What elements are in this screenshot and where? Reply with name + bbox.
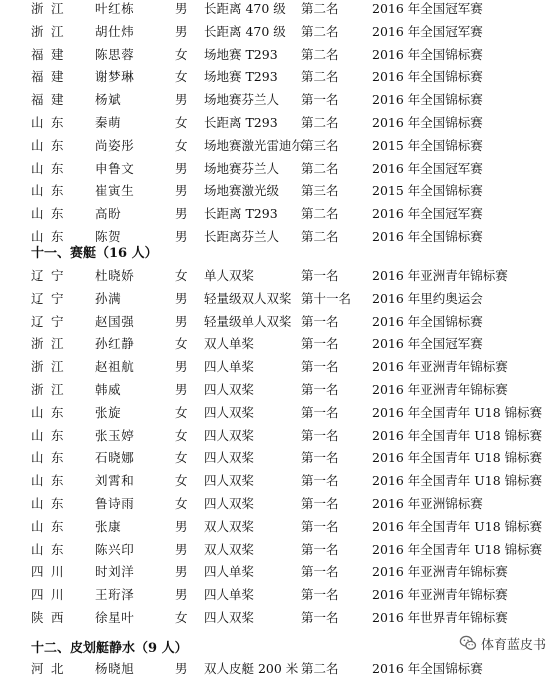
- event-cell: 单人双桨: [204, 268, 255, 283]
- sex-cell: 男: [175, 359, 188, 375]
- section-heading-rowing: 十一、赛艇（16 人）: [31, 246, 158, 261]
- table-row: [0, 157, 551, 180]
- province-cell: 山东: [31, 541, 72, 557]
- competition-cell: 2016 年全国锦标赛: [372, 115, 483, 130]
- province-cell: 山东: [31, 229, 72, 244]
- competition-cell: 2016 年全国青年 U18 锦标赛: [372, 473, 543, 489]
- sex-cell: 女: [175, 115, 188, 130]
- competition-cell: 2016 年全国青年 U18 锦标赛: [372, 450, 543, 466]
- province-cell: 浙江: [31, 1, 72, 16]
- competition-cell: 2016 年全国青年 U18 锦标赛: [372, 427, 543, 443]
- event-cell: 场地赛 T293: [204, 46, 278, 62]
- sex-cell: 男: [175, 587, 188, 603]
- rank-cell: 第三名: [301, 137, 339, 153]
- name-cell: 谢梦琳: [95, 69, 135, 85]
- sex-cell: 男: [175, 160, 188, 176]
- province-cell: 山东: [31, 160, 72, 176]
- name-cell: 孙满: [95, 290, 122, 306]
- province-cell: 浙江: [31, 23, 72, 39]
- sex-cell: 女: [175, 427, 188, 443]
- table-row: [0, 515, 551, 538]
- rank-cell: 第一名: [301, 518, 339, 534]
- name-cell: 时刘洋: [95, 564, 135, 580]
- event-cell: 长距离芬兰人: [204, 229, 280, 244]
- table-row: [0, 43, 551, 66]
- table-row: [0, 401, 551, 424]
- table-row: [0, 287, 551, 310]
- competition-cell: 2016 年亚洲青年锦标赛: [372, 268, 508, 283]
- name-cell: 陈贺: [95, 229, 122, 244]
- sex-cell: 男: [175, 564, 188, 580]
- province-cell: 河北: [31, 661, 72, 676]
- name-cell: 孙红静: [95, 336, 135, 352]
- name-cell: 申鲁文: [95, 160, 135, 176]
- rank-cell: 第一名: [301, 473, 339, 489]
- event-cell: 长距离 T293: [204, 115, 278, 130]
- name-cell: 鲁诗雨: [95, 496, 135, 511]
- competition-cell: 2015 年全国锦标赛: [372, 183, 483, 199]
- section-heading-canoe: 十二、皮划艇静水（9 人）: [31, 641, 188, 656]
- competition-cell: 2016 年亚洲青年锦标赛: [372, 359, 508, 375]
- competition-cell: 2016 年全国青年 U18 锦标赛: [372, 518, 543, 534]
- province-cell: 福建: [31, 46, 72, 62]
- province-cell: 山东: [31, 115, 72, 130]
- name-cell: 秦萌: [95, 115, 122, 130]
- rank-cell: 第二名: [301, 23, 339, 39]
- name-cell: 徐星叶: [95, 610, 135, 625]
- competition-cell: 2016 年亚洲青年锦标赛: [372, 587, 508, 603]
- event-cell: 四人单桨: [204, 359, 255, 375]
- competition-cell: 2016 年全国青年 U18 锦标赛: [372, 404, 543, 420]
- province-cell: 浙江: [31, 382, 72, 397]
- rank-cell: 第二名: [301, 661, 339, 676]
- event-cell: 四人双桨: [204, 473, 255, 489]
- name-cell: 杨斌: [95, 92, 122, 108]
- event-cell: 场地赛 T293: [204, 69, 278, 85]
- province-cell: 山东: [31, 473, 72, 489]
- table-row: [0, 88, 551, 111]
- sex-cell: 男: [175, 183, 188, 199]
- rank-cell: 第三名: [301, 183, 339, 199]
- competition-cell: 2016 年全国锦标赛: [372, 313, 483, 329]
- rank-cell: 第一名: [301, 336, 339, 352]
- rank-cell: 第二名: [301, 69, 339, 85]
- table-row: [0, 560, 551, 583]
- competition-cell: 2016 年全国锦标赛: [372, 92, 483, 108]
- competition-cell: 2016 年全国锦标赛: [372, 229, 483, 244]
- table-row: [0, 657, 551, 680]
- province-cell: 山东: [31, 137, 72, 153]
- event-cell: 四人双桨: [204, 496, 255, 511]
- province-cell: 浙江: [31, 359, 72, 375]
- sex-cell: 女: [175, 137, 188, 153]
- rank-cell: 第一名: [301, 404, 339, 420]
- rank-cell: 第二名: [301, 46, 339, 62]
- event-cell: 四人单桨: [204, 587, 255, 603]
- sex-cell: 男: [175, 290, 188, 306]
- event-cell: 长距离 T293: [204, 206, 278, 222]
- competition-cell: 2016 年里约奥运会: [372, 290, 483, 306]
- province-cell: 四川: [31, 564, 72, 580]
- province-cell: 山东: [31, 404, 72, 420]
- name-cell: 赵国强: [95, 313, 135, 329]
- province-cell: 福建: [31, 92, 72, 108]
- name-cell: 陈兴印: [95, 541, 135, 557]
- event-cell: 四人双桨: [204, 450, 255, 466]
- rank-cell: 第一名: [301, 587, 339, 603]
- competition-cell: 2016 年全国青年 U18 锦标赛: [372, 541, 543, 557]
- event-cell: 双人双桨: [204, 518, 255, 534]
- competition-cell: 2016 年全国锦标赛: [372, 69, 483, 85]
- name-cell: 崔寅生: [95, 183, 135, 199]
- sex-cell: 女: [175, 473, 188, 489]
- competition-cell: 2016 年亚洲青年锦标赛: [372, 382, 508, 397]
- competition-cell: 2016 年全国冠军赛: [372, 336, 483, 352]
- competition-cell: 2016 年全国锦标赛: [372, 46, 483, 62]
- event-cell: 场地赛激光雷迪尔: [204, 137, 305, 153]
- name-cell: 尚姿彤: [95, 137, 135, 153]
- event-cell: 双人皮艇 200 米: [204, 661, 299, 676]
- rank-cell: 第二名: [301, 229, 339, 244]
- competition-cell: 2016 年世界青年锦标赛: [372, 610, 508, 625]
- rank-cell: 第一名: [301, 496, 339, 511]
- event-cell: 场地赛芬兰人: [204, 160, 280, 176]
- sex-cell: 女: [175, 610, 188, 625]
- province-cell: 山东: [31, 183, 72, 199]
- sex-cell: 男: [175, 661, 188, 676]
- sex-cell: 女: [175, 404, 188, 420]
- table-row: [0, 20, 551, 43]
- province-cell: 浙江: [31, 336, 72, 352]
- rank-cell: 第一名: [301, 610, 339, 625]
- table-row: [0, 538, 551, 561]
- sex-cell: 男: [175, 313, 188, 329]
- watermark: [459, 632, 546, 654]
- event-cell: 双人双桨: [204, 541, 255, 557]
- event-cell: 四人双桨: [204, 610, 255, 625]
- province-cell: 山东: [31, 496, 72, 511]
- name-cell: 叶红栋: [95, 1, 135, 16]
- name-cell: 王珩泽: [95, 587, 135, 603]
- rank-cell: 第十一名: [301, 290, 352, 306]
- table-row: [0, 446, 551, 469]
- event-cell: 长距离 470 级: [204, 23, 286, 39]
- competition-cell: 2016 年全国冠军赛: [372, 23, 483, 39]
- event-cell: 四人双桨: [204, 427, 255, 443]
- sex-cell: 女: [175, 69, 188, 85]
- sex-cell: 男: [175, 518, 188, 534]
- table-row: [0, 202, 551, 225]
- name-cell: 张康: [95, 518, 122, 534]
- competition-cell: 2015 年全国锦标赛: [372, 137, 483, 153]
- rank-cell: 第一名: [301, 92, 339, 108]
- province-cell: 辽宁: [31, 313, 72, 329]
- sex-cell: 男: [175, 23, 188, 39]
- table-row: [0, 355, 551, 378]
- province-cell: 山东: [31, 206, 72, 222]
- province-cell: 福建: [31, 69, 72, 85]
- sex-cell: 女: [175, 336, 188, 352]
- rank-cell: 第一名: [301, 313, 339, 329]
- table-row: [0, 332, 551, 355]
- province-cell: 山东: [31, 518, 72, 534]
- rank-cell: 第一名: [301, 450, 339, 466]
- table-row: [0, 606, 551, 629]
- event-cell: 四人双桨: [204, 404, 255, 420]
- rank-cell: 第一名: [301, 564, 339, 580]
- sex-cell: 女: [175, 268, 188, 283]
- name-cell: 胡仕炜: [95, 23, 135, 39]
- event-cell: 轻量级单人双桨: [204, 313, 292, 329]
- name-cell: 刘霄和: [95, 473, 135, 489]
- rank-cell: 第一名: [301, 427, 339, 443]
- rank-cell: 第一名: [301, 359, 339, 375]
- sex-cell: 男: [175, 382, 188, 397]
- rank-cell: 第二名: [301, 206, 339, 222]
- watermark-text: 体育蓝皮书: [481, 637, 547, 653]
- table-row: [0, 469, 551, 492]
- event-cell: 双人单桨: [204, 336, 255, 352]
- province-cell: 山东: [31, 427, 72, 443]
- sex-cell: 男: [175, 229, 188, 244]
- table-row: [0, 492, 551, 515]
- rank-cell: 第二名: [301, 160, 339, 176]
- event-cell: 场地赛芬兰人: [204, 92, 280, 108]
- sex-cell: 女: [175, 496, 188, 511]
- name-cell: 高盼: [95, 206, 122, 222]
- sex-cell: 男: [175, 206, 188, 222]
- table-row: [0, 378, 551, 401]
- sex-cell: 女: [175, 46, 188, 62]
- rank-cell: 第一名: [301, 382, 339, 397]
- table-row: [0, 264, 551, 287]
- name-cell: 陈思蓉: [95, 46, 135, 62]
- table-row: [0, 134, 551, 157]
- rank-cell: 第二名: [301, 115, 339, 130]
- event-cell: 四人单桨: [204, 564, 255, 580]
- sex-cell: 男: [175, 1, 188, 16]
- sex-cell: 男: [175, 541, 188, 557]
- name-cell: 杜晓娇: [95, 268, 135, 283]
- event-cell: 四人双桨: [204, 382, 255, 397]
- name-cell: 石晓娜: [95, 450, 135, 466]
- table-row: [0, 65, 551, 88]
- table-row: [0, 111, 551, 134]
- province-cell: 四川: [31, 587, 72, 603]
- competition-cell: 2016 年全国锦标赛: [372, 661, 483, 676]
- name-cell: 杨晓旭: [95, 661, 135, 676]
- table-row: [0, 310, 551, 333]
- competition-cell: 2016 年全国冠军赛: [372, 1, 483, 16]
- competition-cell: 2016 年亚洲青年锦标赛: [372, 564, 508, 580]
- province-cell: 辽宁: [31, 290, 72, 306]
- sex-cell: 男: [175, 92, 188, 108]
- rank-cell: 第一名: [301, 268, 339, 283]
- event-cell: 长距离 470 级: [204, 1, 286, 16]
- rank-cell: 第二名: [301, 1, 339, 16]
- table-row: [0, 0, 551, 20]
- wechat-icon: [459, 634, 477, 652]
- competition-cell: 2016 年全国冠军赛: [372, 160, 483, 176]
- event-cell: 轻量级双人双桨: [204, 290, 292, 306]
- table-row: [0, 583, 551, 606]
- event-cell: 场地赛激光级: [204, 183, 280, 199]
- competition-cell: 2016 年全国冠军赛: [372, 206, 483, 222]
- name-cell: 赵祖航: [95, 359, 135, 375]
- table-row: [0, 179, 551, 202]
- province-cell: 山东: [31, 450, 72, 466]
- competition-cell: 2016 年亚洲锦标赛: [372, 496, 483, 511]
- province-cell: 陕西: [31, 610, 72, 625]
- name-cell: 张旋: [95, 404, 122, 420]
- table-row: [0, 424, 551, 447]
- province-cell: 辽宁: [31, 268, 72, 283]
- name-cell: 张玉婷: [95, 427, 135, 443]
- name-cell: 韩威: [95, 382, 122, 397]
- sex-cell: 女: [175, 450, 188, 466]
- rank-cell: 第一名: [301, 541, 339, 557]
